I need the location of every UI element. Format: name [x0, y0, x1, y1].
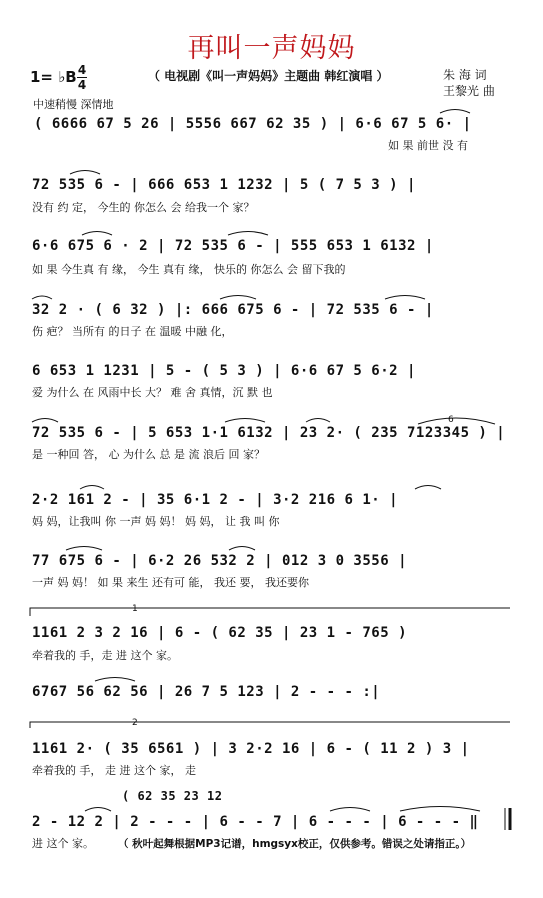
notation-line-7: 2·2 161 2 - | 35 6·1 2 - | 3·2 216 6 1· | [32, 492, 399, 508]
triplet-label: 6 [448, 415, 454, 425]
song-subtitle: （ 电视剧《叫一声妈妈》主题曲 韩红演唱 ） [148, 69, 389, 83]
lyric-line-4: 伤 疤？ 当所有 的日子 在 温暖 中融 化， [32, 325, 233, 338]
slur-6 [220, 296, 256, 300]
key-signature: 1= ♭B [30, 68, 77, 86]
slur-4 [228, 232, 268, 236]
slur-10 [306, 419, 330, 423]
lyric-line-6: 是 一种回 答， 心 为什么 总 是 流 浪后 回 家？ [32, 448, 265, 461]
song-title: 再叫一声妈妈 [187, 33, 356, 64]
notation-line-8: 77 675 6 - | 6·2 26 532 2 | 012 3 0 3556 | [32, 553, 408, 569]
slur-8 [32, 419, 58, 423]
notation-line-2: 72 535 6 - | 666 653 1 1232 | 5 ( 7 5 3 ) | [32, 177, 416, 193]
slur-18 [85, 808, 111, 812]
notation-line-4: 32 2 · ( 6 32 ) |: 666 675 6 - | 72 535 6 - | [32, 302, 434, 318]
slur-16 [400, 807, 480, 812]
notation-line-12: 2 - 12 2 | 2 - - - | 6 - - 7 | 6 - - - | 6 - - - ‖ [32, 814, 479, 830]
lyricist-credit: 朱 海 词 [443, 68, 487, 82]
volta-1-label: 1 [132, 604, 138, 614]
slur-17 [330, 808, 370, 812]
slur-3 [82, 232, 112, 236]
composer-credit: 王黎光 曲 [443, 84, 495, 98]
transcription-note: （ 秋叶起舞根据MP3记谱，hmgsyx校正，仅供参考。错误之处请指正。） [118, 838, 472, 850]
lyric-line-3: 如 果 今生真 有 缘， 今生 真有 缘， 快乐的 你怎么 会 留下我的 [32, 263, 346, 276]
notation-line-3: 6·6 675 6 · 2 | 72 535 6 - | 555 653 1 6132 | [32, 238, 434, 254]
notation-upper-voice-12: ( 62 35 23 12 [122, 789, 223, 803]
lyric-line-7: 妈 妈，让我叫 你 一声 妈 妈！ 妈 妈， 让 我 叫 你 [32, 515, 280, 528]
slur-15 [95, 678, 135, 682]
volta-2-label: 2 [132, 718, 138, 728]
notation-line-5: 6 653 1 1231 | 5 - ( 5 3 ) | 6·6 67 5 6·2 | [32, 363, 416, 379]
slur-11 [80, 486, 104, 490]
volta-2-bracket [30, 722, 510, 728]
slur-12 [415, 486, 441, 490]
notation-line-1: ( 6666 67 5 26 | 5556 667 62 35 ) | 6·6 67 5 6· | [34, 116, 472, 132]
lyric-line-9: 牵着我的 手，走 进 这个 家。 [32, 649, 178, 662]
time-signature-bottom: 4 [77, 78, 87, 92]
slur-5 [32, 296, 52, 299]
slur-7 [385, 296, 425, 300]
tuplet-bracket [418, 418, 495, 424]
lyric-line-12: 进 这个 家。 [32, 837, 94, 850]
tempo-marking: 中速稍慢 深情地 [33, 98, 114, 111]
lyric-line-5: 爱 为什么 在 风雨中长 大？ 难 舍 真情，沉 默 也 [32, 386, 273, 399]
notation-line-10: 6767 56 62 56 | 26 7 5 123 | 2 - - - :| [32, 684, 381, 700]
lyric-line-2: 没有 约 定， 今生的 你怎么 会 给我一个 家？ [32, 201, 255, 214]
slur-1 [440, 110, 470, 114]
notation-line-11: 1161 2· ( 35 6561 ) | 3 2·2 16 | 6 - ( 11 2 ) 3 | [32, 741, 470, 757]
slur-2 [70, 171, 100, 175]
time-signature-top: 4 [77, 63, 87, 77]
lyric-line-1: 如 果 前世 没 有 [388, 139, 468, 152]
slur-14 [229, 547, 255, 551]
volta-1-bracket [30, 608, 510, 616]
notation-line-6: 72 535 6 - | 5 653 1·1 6132 | 23 2· ( 235 7123345 ) | [32, 425, 506, 441]
lyric-line-11: 牵着我的 手， 走 进 这个 家， 走 [32, 764, 196, 777]
slur-13 [66, 547, 102, 551]
lyric-line-8: 一声 妈 妈！ 如 果 来生 还有可 能， 我还 要， 我还要你 [32, 576, 309, 589]
notation-line-9: 1161 2 3 2 16 | 6 - ( 62 35 | 23 1 - 765 ) [32, 625, 408, 641]
slur-9 [225, 419, 265, 423]
